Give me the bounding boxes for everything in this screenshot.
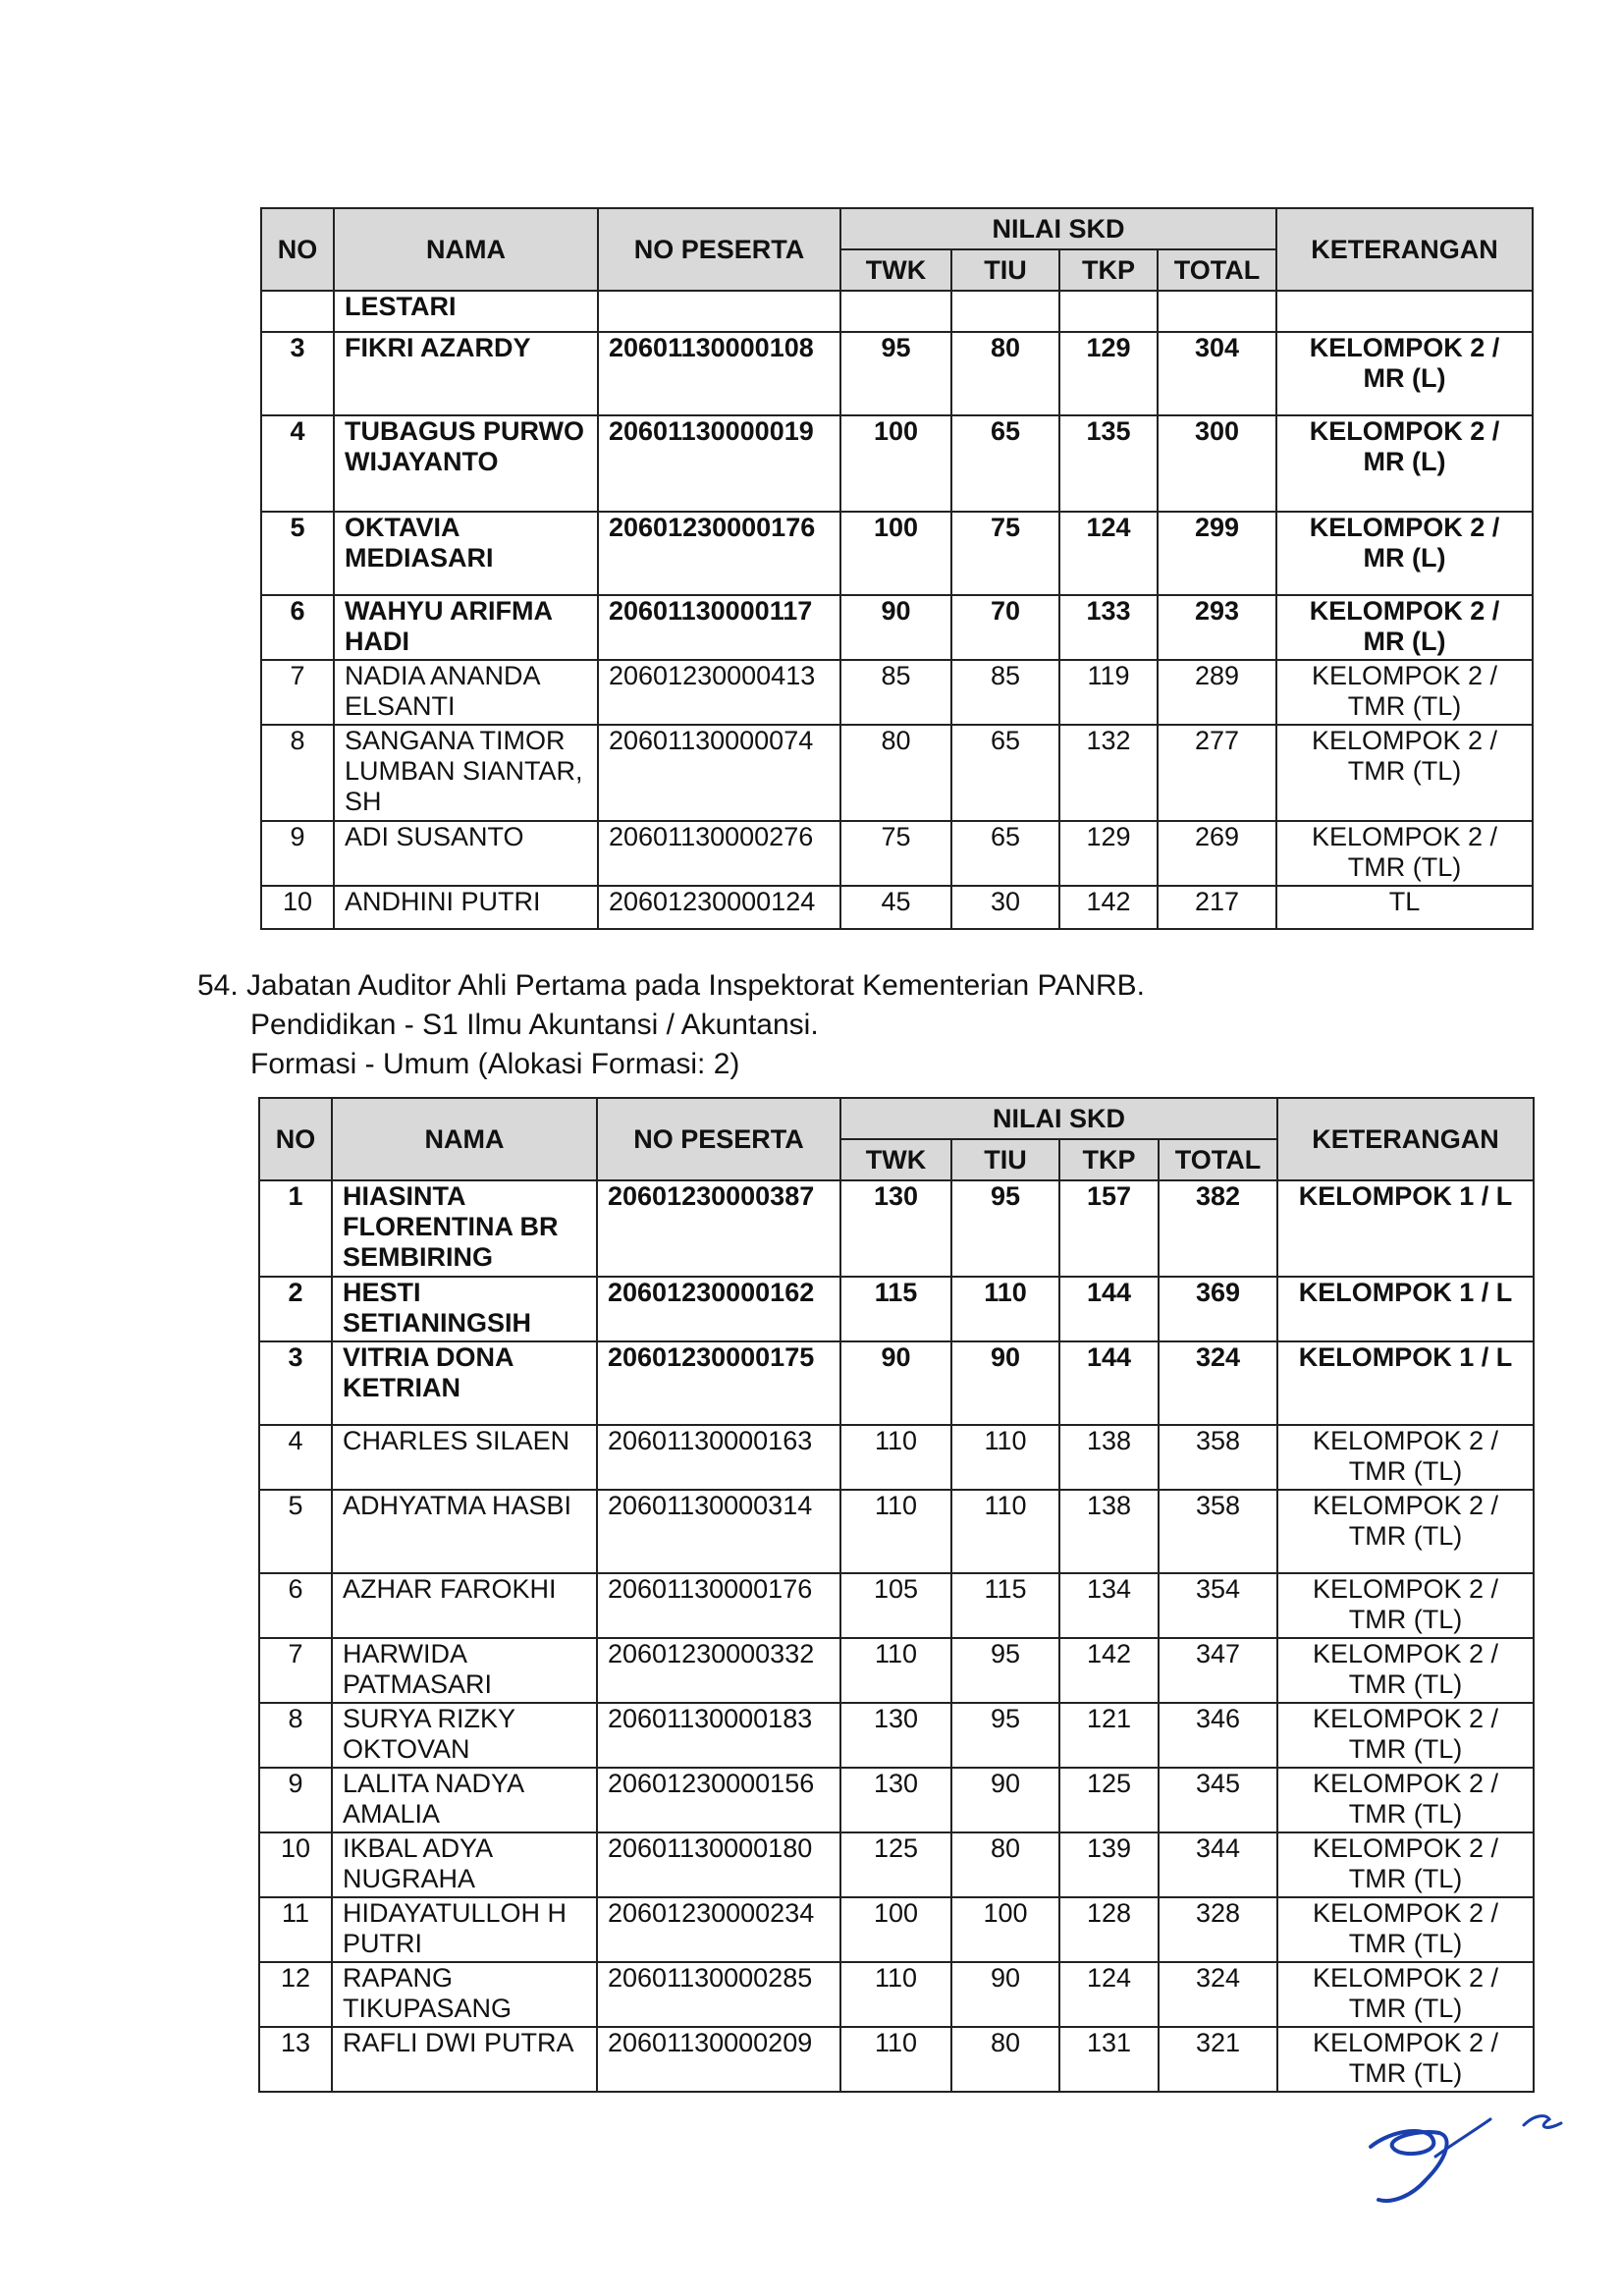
cell-peserta: 20601130000180	[597, 1832, 840, 1897]
col-header-tiu: TIU	[951, 1139, 1059, 1180]
cell-keterangan: KELOMPOK 2 / TMR (TL)	[1277, 1490, 1534, 1573]
cell-tkp: 144	[1059, 1341, 1159, 1425]
cell-total: 293	[1158, 595, 1276, 660]
cell-tkp: 131	[1059, 2027, 1159, 2092]
table-row	[259, 1897, 1534, 1962]
cell-keterangan: KELOMPOK 2 / TMR (TL)	[1277, 1573, 1534, 1638]
cell-tiu: 65	[951, 415, 1059, 512]
cell-tiu: 30	[951, 886, 1059, 929]
table-row	[259, 1277, 1534, 1341]
cell-peserta: 20601130000019	[598, 415, 840, 512]
cell-nama: LALITA NADYA AMALIA	[332, 1768, 597, 1832]
cell-peserta: 20601230000234	[597, 1897, 840, 1962]
cell-tkp: 124	[1059, 512, 1158, 595]
cell-tiu	[951, 291, 1059, 332]
cell-twk: 110	[840, 1425, 951, 1490]
cell-peserta: 20601130000163	[597, 1425, 840, 1490]
cell-peserta: 20601130000314	[597, 1490, 840, 1573]
col-header-tkp: TKP	[1059, 249, 1158, 291]
col-header-nilai-skd: NILAI SKD	[840, 1098, 1277, 1139]
cell-total: 289	[1158, 660, 1276, 725]
cell-peserta: 20601230000162	[597, 1277, 840, 1341]
table-row	[261, 332, 1533, 415]
cell-peserta: 20601130000117	[598, 595, 840, 660]
cell-keterangan: KELOMPOK 1 / L	[1277, 1277, 1534, 1341]
cell-keterangan: KELOMPOK 2 / TMR (TL)	[1277, 2027, 1534, 2092]
cell-nama: AZHAR FAROKHI	[332, 1573, 597, 1638]
cell-tkp: 135	[1059, 415, 1158, 512]
cell-total: 358	[1159, 1490, 1277, 1573]
table-row	[259, 1962, 1534, 2027]
cell-nama: HARWIDA PATMASARI	[332, 1638, 597, 1703]
table-row	[259, 1341, 1534, 1425]
cell-tkp	[1059, 291, 1158, 332]
col-header-no-peserta: NO PESERTA	[598, 208, 840, 291]
results-table-continued	[260, 207, 1534, 930]
cell-nama: RAFLI DWI PUTRA	[332, 2027, 597, 2092]
cell-keterangan: KELOMPOK 1 / L	[1277, 1341, 1534, 1425]
table-row	[261, 415, 1533, 512]
cell-nama: IKBAL ADYA NUGRAHA	[332, 1832, 597, 1897]
cell-no: 10	[259, 1832, 332, 1897]
cell-nama: OKTAVIA MEDIASARI	[334, 512, 598, 595]
col-header-twk: TWK	[840, 1139, 951, 1180]
cell-tiu: 110	[951, 1425, 1059, 1490]
cell-nama: ADI SUSANTO	[334, 821, 598, 886]
cell-tiu: 85	[951, 660, 1059, 725]
cell-twk: 95	[840, 332, 951, 415]
cell-keterangan: KELOMPOK 2 / TMR (TL)	[1277, 1638, 1534, 1703]
cell-tiu: 90	[951, 1962, 1059, 2027]
cell-twk: 130	[840, 1180, 951, 1277]
table-row	[261, 595, 1533, 660]
cell-tkp: 132	[1059, 725, 1158, 821]
cell-nama: HIASINTA FLORENTINA BR SEMBIRING	[332, 1180, 597, 1277]
cell-total: 345	[1159, 1768, 1277, 1832]
cell-twk: 90	[840, 595, 951, 660]
cell-twk: 105	[840, 1573, 951, 1638]
cell-no: 2	[259, 1277, 332, 1341]
cell-keterangan: KELOMPOK 2 / TMR (TL)	[1277, 1703, 1534, 1768]
cell-no: 6	[259, 1573, 332, 1638]
cell-total: 347	[1159, 1638, 1277, 1703]
cell-no: 9	[259, 1768, 332, 1832]
cell-keterangan: KELOMPOK 2 / TMR (TL)	[1277, 1425, 1534, 1490]
col-header-no-peserta: NO PESERTA	[597, 1098, 840, 1180]
cell-tiu: 115	[951, 1573, 1059, 1638]
cell-tkp: 129	[1059, 821, 1158, 886]
cell-nama: ANDHINI PUTRI	[334, 886, 598, 929]
cell-tkp: 121	[1059, 1703, 1159, 1768]
cell-keterangan: KELOMPOK 2 / TMR (TL)	[1276, 660, 1533, 725]
cell-no: 4	[261, 415, 334, 512]
cell-twk: 45	[840, 886, 951, 929]
cell-tiu: 95	[951, 1180, 1059, 1277]
table-row	[261, 725, 1533, 821]
table-row	[259, 1768, 1534, 1832]
cell-total: 382	[1159, 1180, 1277, 1277]
cell-keterangan	[1276, 291, 1533, 332]
cell-total: 277	[1158, 725, 1276, 821]
education-requirement: Pendidikan - S1 Ilmu Akuntansi / Akuntansi.	[250, 1009, 819, 1041]
col-header-keterangan: KETERANGAN	[1277, 1098, 1534, 1180]
table-row	[259, 1573, 1534, 1638]
col-header-nama: NAMA	[334, 208, 598, 291]
cell-nama: SURYA RIZKY OKTOVAN	[332, 1703, 597, 1768]
table-row	[259, 2027, 1534, 2092]
cell-tkp: 133	[1059, 595, 1158, 660]
cell-nama: CHARLES SILAEN	[332, 1425, 597, 1490]
cell-tkp: 144	[1059, 1277, 1159, 1341]
cell-total: 354	[1159, 1573, 1277, 1638]
cell-twk: 75	[840, 821, 951, 886]
cell-twk: 110	[840, 1490, 951, 1573]
cell-nama: HESTI SETIANINGSIH	[332, 1277, 597, 1341]
cell-nama: VITRIA DONA KETRIAN	[332, 1341, 597, 1425]
cell-twk: 80	[840, 725, 951, 821]
cell-keterangan: KELOMPOK 2 / TMR (TL)	[1277, 1962, 1534, 2027]
cell-total: 269	[1158, 821, 1276, 886]
table-row	[259, 1425, 1534, 1490]
table-row	[261, 512, 1533, 595]
cell-no: 5	[259, 1490, 332, 1573]
section-54-heading	[197, 966, 1145, 1084]
cell-peserta: 20601130000285	[597, 1962, 840, 2027]
cell-nama: ADHYATMA HASBI	[332, 1490, 597, 1573]
cell-nama: NADIA ANANDA ELSANTI	[334, 660, 598, 725]
col-header-no: NO	[259, 1098, 332, 1180]
cell-tiu: 65	[951, 821, 1059, 886]
cell-tkp: 138	[1059, 1490, 1159, 1573]
cell-keterangan: KELOMPOK 2 / MR (L)	[1276, 332, 1533, 415]
cell-peserta: 20601130000276	[598, 821, 840, 886]
cell-no: 3	[259, 1341, 332, 1425]
cell-no: 12	[259, 1962, 332, 2027]
cell-total: 304	[1158, 332, 1276, 415]
cell-nama: HIDAYATULLOH H PUTRI	[332, 1897, 597, 1962]
cell-no: 8	[259, 1703, 332, 1768]
cell-peserta: 20601230000156	[597, 1768, 840, 1832]
cell-keterangan: KELOMPOK 1 / L	[1277, 1180, 1534, 1277]
cell-no: 8	[261, 725, 334, 821]
col-header-total: TOTAL	[1158, 249, 1276, 291]
cell-no: 13	[259, 2027, 332, 2092]
cell-no: 5	[261, 512, 334, 595]
cell-peserta: 20601230000387	[597, 1180, 840, 1277]
cell-total: 369	[1159, 1277, 1277, 1341]
cell-twk: 110	[840, 1638, 951, 1703]
cell-no	[261, 291, 334, 332]
cell-keterangan: KELOMPOK 2 / TMR (TL)	[1277, 1832, 1534, 1897]
cell-tkp: 134	[1059, 1573, 1159, 1638]
table-row	[261, 821, 1533, 886]
cell-tkp: 138	[1059, 1425, 1159, 1490]
cell-keterangan: KELOMPOK 2 / MR (L)	[1276, 512, 1533, 595]
cell-tiu: 110	[951, 1277, 1059, 1341]
cell-tkp: 129	[1059, 332, 1158, 415]
cell-no: 1	[259, 1180, 332, 1277]
table-row	[261, 660, 1533, 725]
cell-twk: 85	[840, 660, 951, 725]
formation-allocation: Formasi - Umum (Alokasi Formasi: 2)	[250, 1048, 740, 1080]
cell-twk: 110	[840, 1962, 951, 2027]
cell-no: 10	[261, 886, 334, 929]
cell-total: 346	[1159, 1703, 1277, 1768]
cell-tkp: 128	[1059, 1897, 1159, 1962]
cell-tiu: 80	[951, 2027, 1059, 2092]
cell-tiu: 95	[951, 1703, 1059, 1768]
cell-tkp: 142	[1059, 1638, 1159, 1703]
col-header-tkp: TKP	[1059, 1139, 1159, 1180]
cell-tiu: 80	[951, 1832, 1059, 1897]
cell-no: 3	[261, 332, 334, 415]
cell-tiu: 100	[951, 1897, 1059, 1962]
cell-tiu: 65	[951, 725, 1059, 821]
cell-peserta: 20601130000074	[598, 725, 840, 821]
cell-no: 7	[261, 660, 334, 725]
cell-tiu: 80	[951, 332, 1059, 415]
col-header-total: TOTAL	[1159, 1139, 1277, 1180]
cell-peserta: 20601230000413	[598, 660, 840, 725]
cell-nama: LESTARI	[334, 291, 598, 332]
cell-peserta: 20601230000175	[597, 1341, 840, 1425]
cell-nama: TUBAGUS PURWO WIJAYANTO	[334, 415, 598, 512]
cell-twk: 90	[840, 1341, 951, 1425]
cell-keterangan: KELOMPOK 2 / TMR (TL)	[1276, 821, 1533, 886]
cell-peserta: 20601230000332	[597, 1638, 840, 1703]
cell-total: 324	[1159, 1962, 1277, 2027]
cell-keterangan: KELOMPOK 2 / TMR (TL)	[1276, 725, 1533, 821]
table-row	[259, 1490, 1534, 1573]
results-table-auditor	[258, 1097, 1535, 2093]
cell-twk: 100	[840, 1897, 951, 1962]
table-row	[259, 1180, 1534, 1277]
position-title: 54. Jabatan Auditor Ahli Pertama pada Inspektorat Kementerian PANRB.	[197, 969, 1146, 1002]
cell-total: 321	[1159, 2027, 1277, 2092]
table-row	[259, 1703, 1534, 1768]
cell-no: 11	[259, 1897, 332, 1962]
cell-twk: 110	[840, 2027, 951, 2092]
cell-total: 217	[1158, 886, 1276, 929]
cell-keterangan: KELOMPOK 2 / MR (L)	[1276, 415, 1533, 512]
cell-peserta: 20601130000183	[597, 1703, 840, 1768]
cell-peserta	[598, 291, 840, 332]
cell-nama: SANGANA TIMOR LUMBAN SIANTAR, SH	[334, 725, 598, 821]
table-row	[261, 886, 1533, 929]
cell-no: 6	[261, 595, 334, 660]
cell-twk: 100	[840, 415, 951, 512]
cell-total: 299	[1158, 512, 1276, 595]
cell-keterangan: KELOMPOK 2 / TMR (TL)	[1277, 1897, 1534, 1962]
table-row	[259, 1638, 1534, 1703]
col-header-tiu: TIU	[951, 249, 1059, 291]
cell-twk: 125	[840, 1832, 951, 1897]
cell-nama: WAHYU ARIFMA HADI	[334, 595, 598, 660]
cell-twk: 130	[840, 1703, 951, 1768]
cell-total: 344	[1159, 1832, 1277, 1897]
table-row	[261, 291, 1533, 332]
cell-keterangan: KELOMPOK 2 / TMR (TL)	[1277, 1768, 1534, 1832]
cell-tiu: 75	[951, 512, 1059, 595]
cell-twk: 130	[840, 1768, 951, 1832]
cell-tkp: 139	[1059, 1832, 1159, 1897]
cell-twk: 115	[840, 1277, 951, 1341]
cell-tkp: 124	[1059, 1962, 1159, 2027]
col-header-keterangan: KETERANGAN	[1276, 208, 1533, 291]
cell-no: 4	[259, 1425, 332, 1490]
cell-tkp: 142	[1059, 886, 1158, 929]
cell-twk	[840, 291, 951, 332]
cell-peserta: 20601130000176	[597, 1573, 840, 1638]
signature-initials	[1353, 2090, 1579, 2208]
cell-nama: FIKRI AZARDY	[334, 332, 598, 415]
cell-no: 9	[261, 821, 334, 886]
cell-nama: RAPANG TIKUPASANG	[332, 1962, 597, 2027]
col-header-twk: TWK	[840, 249, 951, 291]
cell-tiu: 110	[951, 1490, 1059, 1573]
cell-keterangan: KELOMPOK 2 / MR (L)	[1276, 595, 1533, 660]
cell-total: 324	[1159, 1341, 1277, 1425]
cell-total: 328	[1159, 1897, 1277, 1962]
cell-peserta: 20601230000124	[598, 886, 840, 929]
cell-tkp: 125	[1059, 1768, 1159, 1832]
cell-twk: 100	[840, 512, 951, 595]
cell-tiu: 95	[951, 1638, 1059, 1703]
cell-peserta: 20601130000209	[597, 2027, 840, 2092]
col-header-nilai-skd: NILAI SKD	[840, 208, 1276, 249]
cell-tiu: 70	[951, 595, 1059, 660]
cell-tkp: 157	[1059, 1180, 1159, 1277]
cell-tiu: 90	[951, 1341, 1059, 1425]
cell-total	[1158, 291, 1276, 332]
cell-tkp: 119	[1059, 660, 1158, 725]
table-row	[259, 1832, 1534, 1897]
col-header-no: NO	[261, 208, 334, 291]
cell-no: 7	[259, 1638, 332, 1703]
cell-peserta: 20601130000108	[598, 332, 840, 415]
cell-total: 300	[1158, 415, 1276, 512]
col-header-nama: NAMA	[332, 1098, 597, 1180]
cell-peserta: 20601230000176	[598, 512, 840, 595]
cell-keterangan: TL	[1276, 886, 1533, 929]
cell-total: 358	[1159, 1425, 1277, 1490]
cell-tiu: 90	[951, 1768, 1059, 1832]
